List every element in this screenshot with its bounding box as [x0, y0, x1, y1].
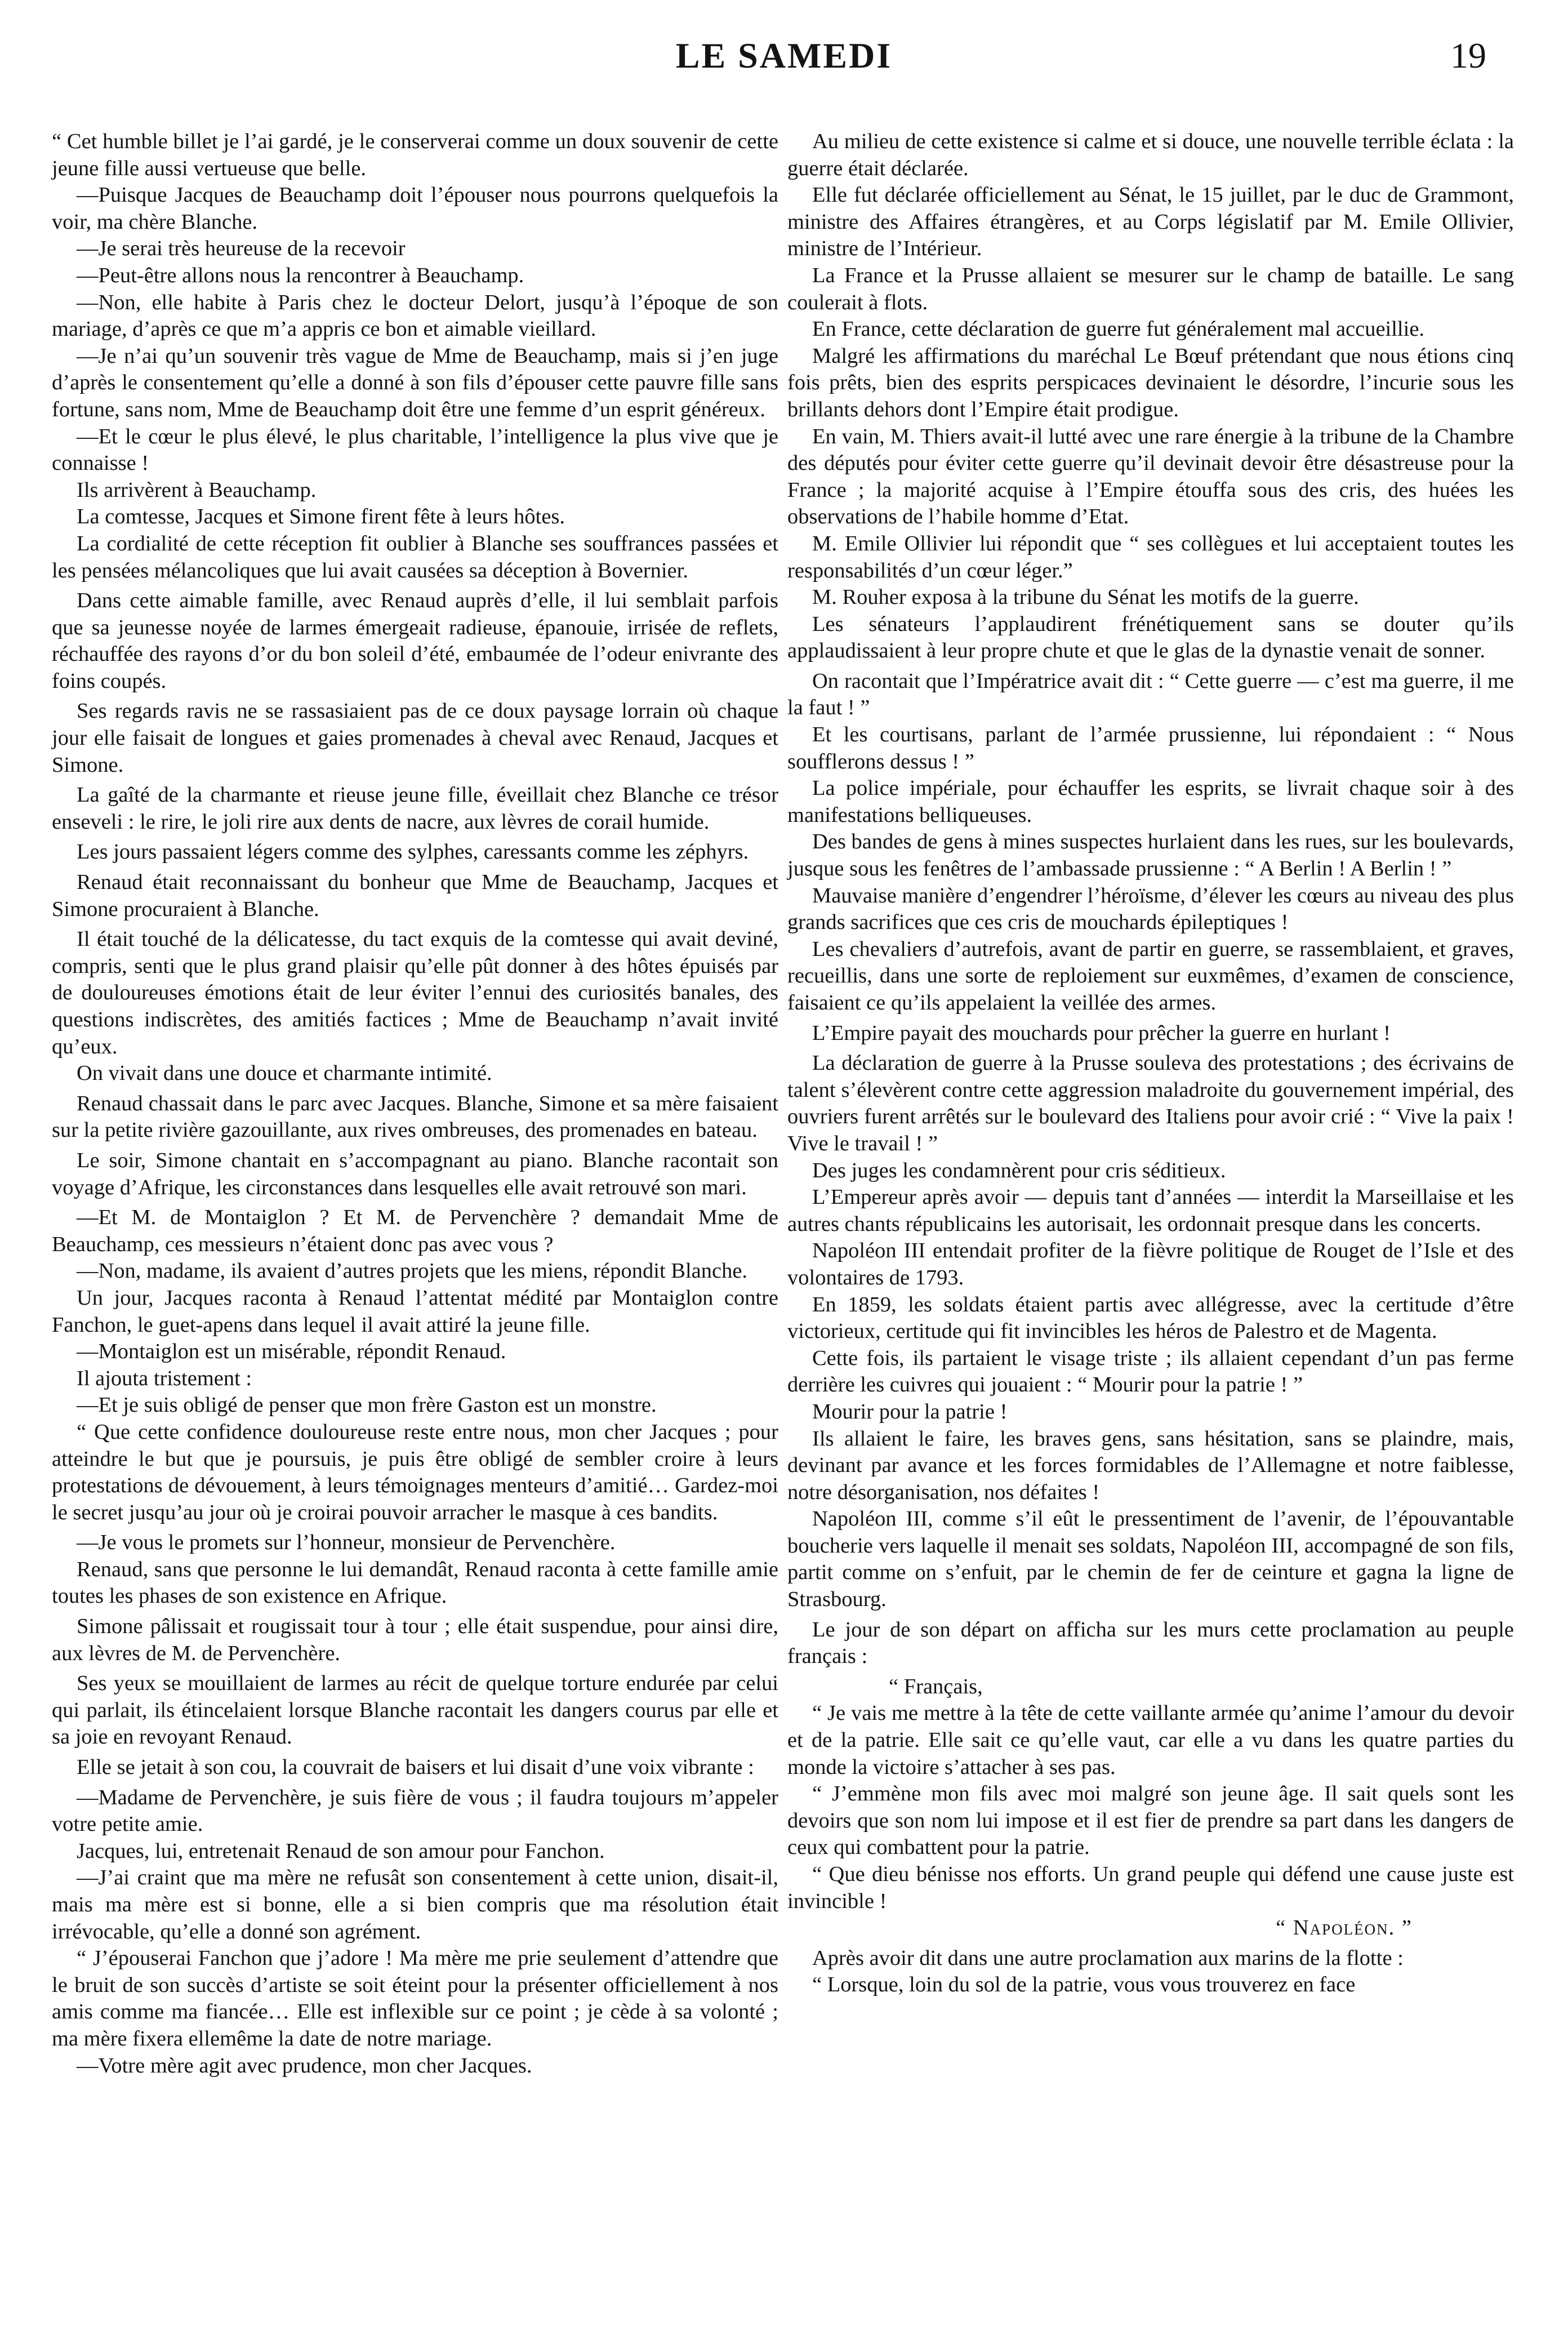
- paragraph: Des juges les condamnèrent pour cris séditieux.: [812, 1158, 1226, 1182]
- paragraph: —Peut-être allons nous la rencontrer à Beauchamp.: [77, 263, 524, 287]
- newspaper-title: LE SAMEDI: [675, 35, 893, 75]
- paragraph: Le soir, Simone chantait en s’accompagnant au piano. Blanche racontait son voyage d’Afrique, les circonstances dans lesquelles elle avait retrouvé son mari.: [52, 1148, 778, 1199]
- proclamation-salutation: “ Français,: [889, 1674, 983, 1698]
- paragraph: —Non, elle habite à Paris chez le docteur Delort, jusqu’à l’époque de son mariage, d’après ce que m’a appris ce bon et aimable vieillard.: [52, 290, 778, 341]
- paragraph: Malgré les affirmations du maréchal Le Bœuf prétendant que nous étions cinq fois prêts, bien des esprits perspicaces devinaient le désordre, l’incurie sous les brillants dehors dont l’Empire était prodigue.: [787, 344, 1514, 421]
- paragraph: Des bandes de gens à mines suspectes hurlaient dans les rues, sur les boulevards, jusque sous les fenêtres de l’ambassade prussienne : “ A Berlin ! A Berlin ! ”: [787, 830, 1514, 881]
- paragraph: On racontait que l’Impératrice avait dit : “ Cette guerre — c’est ma guerre, il me la faut ! ”: [787, 669, 1514, 720]
- paragraph: Ses yeux se mouillaient de larmes au récit de quelque torture endurée par celui qui parlait, ils étincelaient lorsque Blanche racontait les dangers courus par elle et sa joie en revoyant Renaud.: [52, 1671, 778, 1749]
- paragraph: En France, cette déclaration de guerre fut généralement mal accueillie.: [812, 317, 1425, 341]
- paragraph: Napoléon III entendait profiter de la fièvre politique de Rouget de l’Isle et des volontaires de 1793.: [787, 1239, 1514, 1289]
- paragraph: —Je serai très heureuse de la recevoir: [77, 237, 406, 261]
- paragraph: Renaud chassait dans le parc avec Jacques. Blanche, Simone et sa mère faisaient sur la petite rivière gazouillante, aux rives ombreuses, des promenades en bateau.: [52, 1091, 778, 1142]
- paragraph: —Madame de Pervenchère, je suis fière de vous ; il faudra toujours m’appeler votre petite amie.: [52, 1785, 778, 1836]
- paragraph: Les chevaliers d’autrefois, avant de partir en guerre, se rassemblaient, et graves, recueillis, dans une sorte de reploiement sur euxmêmes, d’examen de conscience, faisaient ce qu’ils appelaient la veillée des armes.: [787, 937, 1514, 1015]
- paragraph: —J’ai craint que ma mère ne refusât son consentement à cette union, disait-il, mais ma mère est si bonne, elle a si bien compris que ma résolution était irrévocable, qu’elle a donné son agrément.: [52, 1866, 778, 1943]
- paragraph: “ Cet humble billet je l’ai gardé, je le conserverai comme un doux souvenir de cette jeune fille aussi vertueuse que belle.: [52, 130, 778, 180]
- paragraph: “ J’épouserai Fanchon que j’adore ! Ma mère me prie seulement d’attendre que le bruit de son succès d’artiste se soit éteint pour la présenter officiellement à nos amis comme ma fiancée… Elle est inflexible sur ce point ; je cède à sa volonté ; ma mère fixera ellemême la date de notre mariage.: [52, 1946, 778, 2051]
- paragraph: Les sénateurs l’applaudirent frénétiquement sans se douter qu’ils applaudissaient à leur propre chute et que le glas de la dynastie venait de sonner.: [787, 612, 1514, 663]
- paragraph: La police impériale, pour échauffer les esprits, se livrait chaque soir à des manifestations belliqueuses.: [787, 776, 1514, 827]
- paragraph: Jacques, lui, entretenait Renaud de son amour pour Fanchon.: [77, 1839, 605, 1863]
- paragraph: Cette fois, ils partaient le visage triste ; ils allaient cependant d’un pas ferme derrière les cuivres qui jouaient : “ Mourir pour la patrie ! ”: [787, 1346, 1514, 1397]
- paragraph: Après avoir dit dans une autre proclamation aux marins de la flotte :: [812, 1946, 1404, 1970]
- paragraph: Mauvaise manière d’engendrer l’héroïsme, d’élever les cœurs au niveau des plus grands sacrifices que ces cris de mouchards épileptiques !: [787, 883, 1514, 935]
- paragraph: Un jour, Jacques raconta à Renaud l’attentat médité par Montaiglon contre Fanchon, le guet-apens dans lequel il avait attiré la jeune fille.: [52, 1286, 778, 1337]
- paragraph: En 1859, les soldats étaient partis avec allégresse, avec la certitude d’être victorieux, certitude qui fit invincibles les héros de Palestro et de Magenta.: [787, 1292, 1514, 1344]
- proclamation-signature: “ Napoléon. ”: [1276, 1916, 1413, 1940]
- paragraph: Dans cette aimable famille, avec Renaud auprès d’elle, il lui semblait parfois que sa jeunesse noyée de larmes émergeait radieuse, épanouie, irrisée de reflets, réchauffée des rayons d’or du bon soleil d’été, embaumée de l’odeur enivrante des foins coupés.: [52, 589, 778, 693]
- paragraph: Ils allaient le faire, les braves gens, sans hésitation, sans se plaindre, mais, devinant par avance et les forces formidables de l’Allemagne et notre faiblesse, notre désorganisation, nos défaites !: [787, 1426, 1514, 1504]
- paragraph: —Votre mère agit avec prudence, mon cher Jacques.: [77, 2053, 532, 2078]
- paragraph: La déclaration de guerre à la Prusse souleva des protestations ; des écrivains de talent s’élevèrent contre cette aggression maladroite du gouvernement impérial, des ouvriers furent arrêtés sur le boulevard des Italiens pour avoir crié : “ Vive la paix ! Vive le travail ! ”: [787, 1051, 1514, 1155]
- paragraph: —Non, madame, ils avaient d’autres projets que les miens, répondit Blanche.: [77, 1259, 748, 1283]
- right-column: [787, 128, 1514, 1999]
- paragraph: —Je vous le promets sur l’honneur, monsieur de Pervenchère.: [77, 1531, 616, 1555]
- paragraph: Elle fut déclarée officiellement au Sénat, le 15 juillet, par le duc de Grammont, ministre des Affaires étrangères, et au Corps législatif par M. Emile Ollivier, ministre de l’Intérieur.: [787, 183, 1514, 261]
- page-number: 19: [1450, 35, 1486, 75]
- paragraph: Elle se jetait à son cou, la couvrait de baisers et lui disait d’une voix vibrante :: [77, 1755, 754, 1780]
- paragraph: Il ajouta tristement :: [77, 1366, 252, 1390]
- paragraph: Et les courtisans, parlant de l’armée prussienne, lui répondaient : “ Nous soufflerons dessus ! ”: [787, 723, 1514, 773]
- paragraph: —Et je suis obligé de penser que mon frère Gaston est un monstre.: [77, 1393, 657, 1417]
- paragraph: Ils arrivèrent à Beauchamp.: [77, 478, 317, 502]
- paragraph: La France et la Prusse allaient se mesurer sur le champ de bataille. Le sang coulerait à flots.: [787, 263, 1514, 314]
- proclamation-paragraph: “ J’emmène mon fils avec moi malgré son jeune âge. Il sait quels sont les devoirs que son nom lui impose et il est fier de prendre sa part dans les dangers de ceux qui combattent pour la patrie.: [787, 1782, 1514, 1860]
- paragraph: Il était touché de la délicatesse, du tact exquis de la comtesse qui avait deviné, compris, senti que le plus grand plaisir qu’elle pût donner à des hôtes épuisés par de douloureuses émotions était de leur éviter l’ennui des curiosités banales, des questions indiscrètes, des amitiés factices ; Mme de Beauchamp n’avait invité qu’eux.: [52, 927, 778, 1058]
- paragraph: En vain, M. Thiers avait-il lutté avec une rare énergie à la tribune de la Chambre des députés pour éviter cette guerre qu’il devinait devoir être désastreuse pour la France ; la majorité acquise à l’Empire étouffa sous des cris, des huées les observations de l’habile homme d’Etat.: [787, 424, 1514, 529]
- paragraph: Au milieu de cette existence si calme et si douce, une nouvelle terrible éclata : la guerre était déclarée.: [787, 130, 1514, 180]
- paragraph: Les jours passaient légers comme des sylphes, caressants comme les zéphyrs.: [77, 840, 749, 864]
- paragraph: M. Emile Ollivier lui répondit que “ ses collègues et lui acceptaient toutes les responsabilités d’un cœur léger.”: [787, 531, 1514, 582]
- paragraph: —Et M. de Montaiglon ? Et M. de Pervenchère ? demandait Mme de Beauchamp, ces messieurs n’étaient donc pas avec vous ?: [52, 1206, 778, 1256]
- left-column: [52, 128, 778, 2079]
- paragraph: Renaud, sans que personne le lui demandât, Renaud raconta à cette famille amie toutes les phases de son existence en Afrique.: [52, 1557, 778, 1608]
- paragraph: Mourir pour la patrie !: [812, 1399, 1008, 1424]
- paragraph: Napoléon III, comme s’il eût le pressentiment de l’avenir, de l’épouvantable boucherie vers laquelle il menait ses soldats, Napoléon III, accompagné de son fils, partit comme on s’enfuit, par le chemin de fer de ceinture et gagna la ligne de Strasbourg.: [787, 1507, 1514, 1612]
- paragraph: L’Empereur après avoir — depuis tant d’années — interdit la Marseillaise et les autres chants républicains les autorisait, les ordonnait presque dans les concerts.: [787, 1185, 1514, 1236]
- page-header: [0, 35, 1568, 103]
- paragraph: —Et le cœur le plus élevé, le plus charitable, l’intelligence la plus vive que je connaisse !: [52, 424, 778, 475]
- paragraph: La cordialité de cette réception fit oublier à Blanche ses souffrances passées et les pensées mélancoliques que lui avait causées sa déception à Bovernier.: [52, 531, 778, 582]
- paragraph: —Montaiglon est un misérable, répondit Renaud.: [77, 1340, 506, 1364]
- paragraph: Ses regards ravis ne se rassasiaient pas de ce doux paysage lorrain où chaque jour elle faisait de longues et gaies promenades à cheval avec Renaud, Jacques et Simone.: [52, 699, 778, 777]
- paragraph: —Puisque Jacques de Beauchamp doit l’épouser nous pourrons quelquefois la voir, ma chère Blanche.: [52, 183, 778, 234]
- paragraph: M. Rouher exposa à la tribune du Sénat les motifs de la guerre.: [812, 585, 1359, 610]
- proclamation-paragraph: “ Je vais me mettre à la tête de cette vaillante armée qu’anime l’amour du devoir et de la patrie. Elle sait ce qu’elle vaut, car elle a vu dans les quatre parties du monde la victoire s’attacher à ses pas.: [787, 1701, 1514, 1779]
- proclamation-paragraph: “ Que dieu bénisse nos efforts. Un grand peuple qui défend une cause juste est invincible !: [787, 1862, 1514, 1913]
- paragraph: Renaud était reconnaissant du bonheur que Mme de Beauchamp, Jacques et Simone procuraient à Blanche.: [52, 870, 778, 921]
- paragraph: Le jour de son départ on afficha sur les murs cette proclamation au peuple français :: [787, 1617, 1514, 1669]
- paragraph: La gaîté de la charmante et rieuse jeune fille, éveillait chez Blanche ce trésor enseveli : le rire, le joli rire aux dents de nacre, aux lèvres de corail humide.: [52, 783, 778, 834]
- paragraph: “ Lorsque, loin du sol de la patrie, vous vous trouverez en face: [812, 1973, 1356, 1997]
- paragraph: Simone pâlissait et rougissait tour à tour ; elle était suspendue, pour ainsi dire, aux lèvres de M. de Pervenchère.: [52, 1615, 778, 1665]
- paragraph: La comtesse, Jacques et Simone firent fête à leurs hôtes.: [77, 505, 565, 529]
- paragraph: L’Empire payait des mouchards pour prêcher la guerre en hurlant !: [812, 1021, 1391, 1045]
- paragraph: On vivait dans une douce et charmante intimité.: [77, 1061, 492, 1086]
- paragraph: “ Que cette confidence douloureuse reste entre nous, mon cher Jacques ; pour atteindre le but que je poursuis, je puis être obligé de sembler croire à leurs protestations de dévouement, à leurs témoignages menteurs d’amitié… Gardez-moi le secret jusqu’au jour où je croirai pouvoir arracher le masque à ces bandits.: [52, 1420, 778, 1524]
- paragraph: —Je n’ai qu’un souvenir très vague de Mme de Beauchamp, mais si j’en juge d’après le consentement qu’elle a donné à son fils d’épouser cette pauvre fille sans fortune, sans nom, Mme de Beauchamp doit être une femme d’un esprit généreux.: [52, 344, 778, 421]
